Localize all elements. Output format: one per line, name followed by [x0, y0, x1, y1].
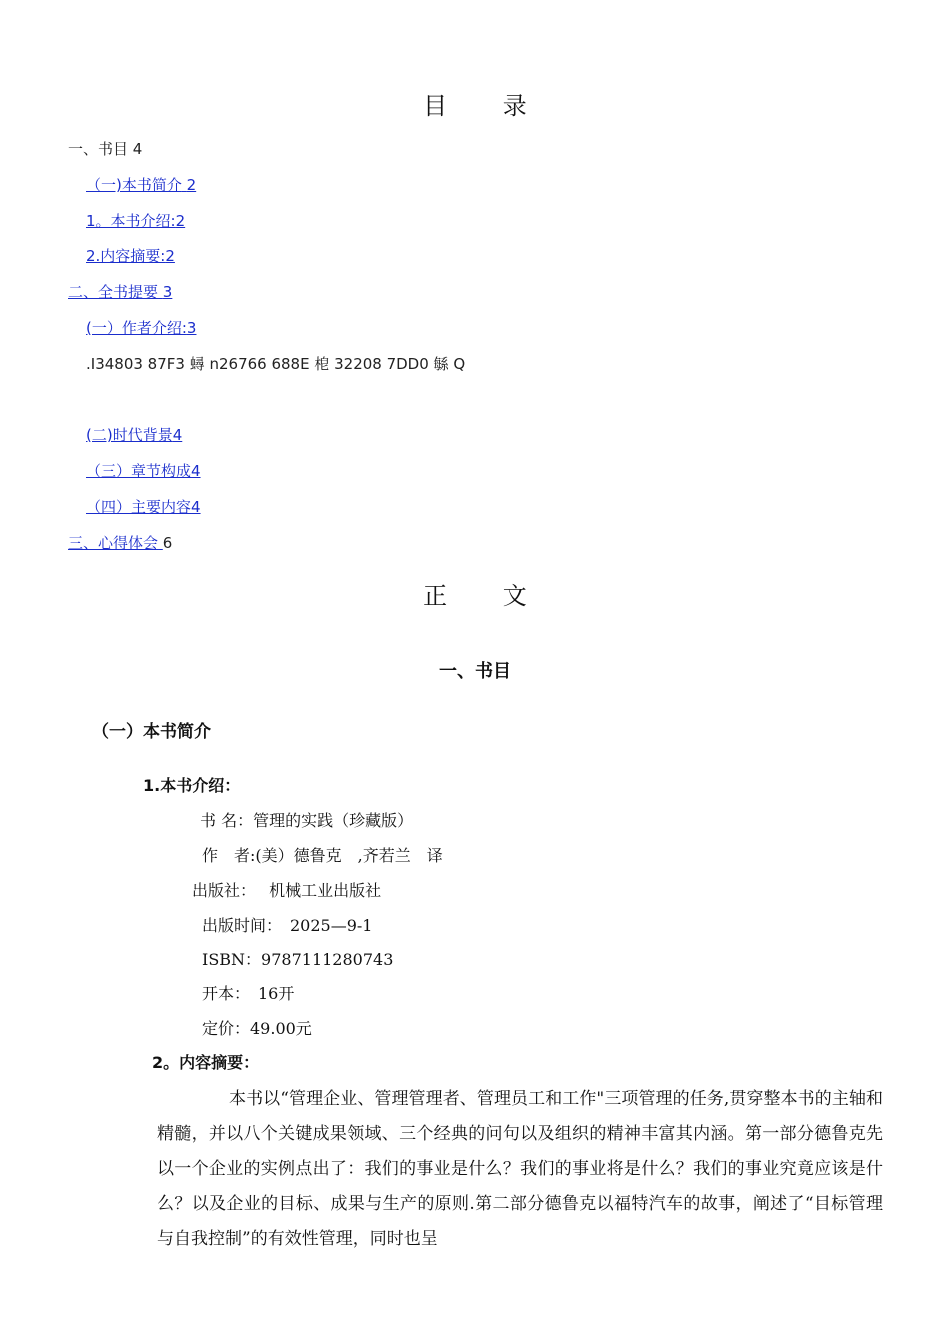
toc-link[interactable]: 2.内容摘要:2 — [86, 247, 175, 265]
toc-item-era-background[interactable] — [86, 425, 182, 445]
book-format: 开本： 16开 — [202, 984, 295, 1003]
toc-item-content-summary[interactable] — [86, 246, 175, 266]
book-isbn: ISBN：9787111280743 — [202, 950, 394, 969]
section-heading: 一、书目 — [439, 661, 511, 682]
toc-link[interactable]: 1。本书介绍:2 — [86, 212, 186, 230]
toc-item-label: 一、书目 — [68, 140, 129, 158]
book-name: 书 名：管理的实践（珍藏版） — [200, 811, 414, 830]
publish-date: 出版时间： 2025—9-1 — [202, 916, 373, 935]
summary-heading: 2。内容摘要： — [152, 1053, 260, 1072]
subsection-heading: （一）本书简介 — [92, 722, 211, 742]
toc-item-book-intro[interactable] — [86, 211, 185, 231]
book-author: 作 者:(美）德鲁克 ,齐若兰 译 — [202, 846, 443, 865]
body-title: 正 文 — [423, 582, 551, 610]
summary-paragraph: 本书以“管理企业、管理管理者、管理员工和工作"三项管理的任务,贯穿整本书的主轴和精髓，并以八个关键成果领域、三个经典的问句以及组织的精神丰富其内涵。第一部分德鲁克先以一个企业的实例点出了：我们的事业是什么？我们的事业将是什么？我们的事业究竟应该是什么？以及企业的目标、成果与生产的原则.第二部分德鲁克以福特汽车的故事，阐述了“目标管理与自我控制”的有效性管理，同时也呈 — [157, 1089, 883, 1249]
toc-item-book-abstract[interactable] — [68, 282, 172, 302]
toc-garbled-line: .I34803 87F3 蟳 n26766 688E 梎 32208 7DD0 緐 Q — [86, 355, 466, 373]
toc-item-reflections[interactable]: 三、心得体会 6 — [68, 534, 173, 552]
toc-link[interactable]: （一)本书简介 2 — [86, 176, 197, 194]
toc-item-book-overview[interactable] — [86, 175, 196, 195]
book-price: 定价：49.00元 — [202, 1019, 312, 1038]
toc-link[interactable]: (一）作者介绍:3 — [86, 319, 197, 337]
toc-item-page: 4 — [132, 140, 143, 158]
toc-link[interactable]: 三、心得体会 — [68, 534, 159, 552]
toc-item-author-intro[interactable] — [86, 318, 196, 338]
intro-heading: 1.本书介绍： — [143, 776, 241, 795]
toc-link[interactable]: （四）主要内容4 — [86, 498, 201, 516]
toc-link[interactable]: （三）章节构成4 — [86, 462, 201, 480]
toc-link[interactable]: (二)时代背景4 — [86, 426, 183, 444]
toc-item-chapter-structure[interactable] — [86, 461, 201, 481]
toc-link[interactable]: 二、全书提要 3 — [68, 283, 173, 301]
toc-item-main-content[interactable] — [86, 497, 201, 517]
toc-title: 目 录 — [423, 92, 551, 120]
toc-item-book-list — [68, 139, 142, 159]
book-publisher: 出版社： 机械工业出版社 — [192, 881, 382, 900]
